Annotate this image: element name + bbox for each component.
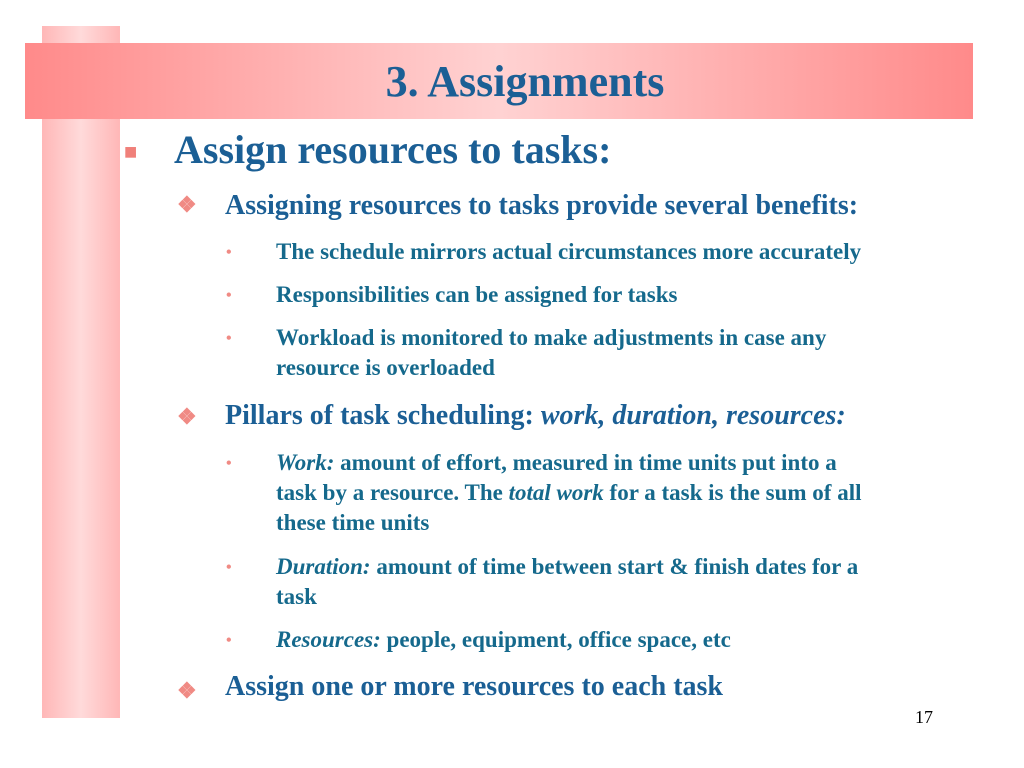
work-definition: amount of effort, measured in time units put into a (334, 450, 837, 475)
resources-definition: people, equipment, office space, etc (380, 627, 731, 652)
list-item-line (276, 478, 862, 508)
list-item-line (276, 552, 858, 582)
dot-bullet-icon: • (226, 330, 232, 347)
section-assign-title: Assign one or more resources to each task (225, 671, 723, 702)
dot-bullet-icon: • (226, 244, 232, 261)
list-item-line (276, 448, 862, 478)
list-item (276, 552, 858, 612)
dot-bullet-icon: • (226, 287, 232, 304)
section-benefits-title: Assigning resources to tasks provide several benefits: (225, 190, 859, 221)
list-item-line: task (276, 584, 317, 609)
term-duration: Duration: (276, 554, 371, 579)
dot-bullet-icon: • (226, 455, 232, 472)
list-item: Responsibilities can be assigned for tasks (276, 282, 678, 307)
list-item (276, 625, 731, 655)
list-item-line: resource is overloaded (276, 355, 495, 380)
list-item-line: these time units (276, 510, 430, 535)
list-item (276, 323, 826, 383)
page-number: 17 (915, 707, 933, 727)
section-pillars-italic: work, duration, resources: (540, 400, 846, 431)
diamond-bullet-icon: ❖ (177, 404, 197, 429)
work-definition-cont: task by a resource. The (276, 480, 509, 505)
work-definition-cont2: for a task is the sum of all (603, 480, 862, 505)
section-pillars-text: Pillars of task scheduling: (225, 400, 541, 431)
square-bullet-icon: ■ (124, 139, 138, 164)
list-item: The schedule mirrors actual circumstances more accurately (276, 239, 862, 264)
diamond-bullet-icon: ❖ (177, 192, 197, 217)
term-work: Work: (276, 450, 335, 475)
dot-bullet-icon: • (226, 632, 232, 649)
section-pillars-title (225, 400, 846, 432)
diamond-bullet-icon: ❖ (177, 678, 197, 703)
main-heading: Assign resources to tasks: (174, 127, 612, 172)
term-resources: Resources: (276, 627, 381, 652)
duration-definition: amount of time between start & finish dates for a (370, 554, 859, 579)
list-item-line: Workload is monitored to make adjustments in case any (276, 325, 827, 350)
list-item (276, 448, 862, 538)
dot-bullet-icon: • (226, 559, 232, 576)
term-total-work: total work (508, 480, 604, 505)
slide-title: 3. Assignments (385, 56, 665, 106)
